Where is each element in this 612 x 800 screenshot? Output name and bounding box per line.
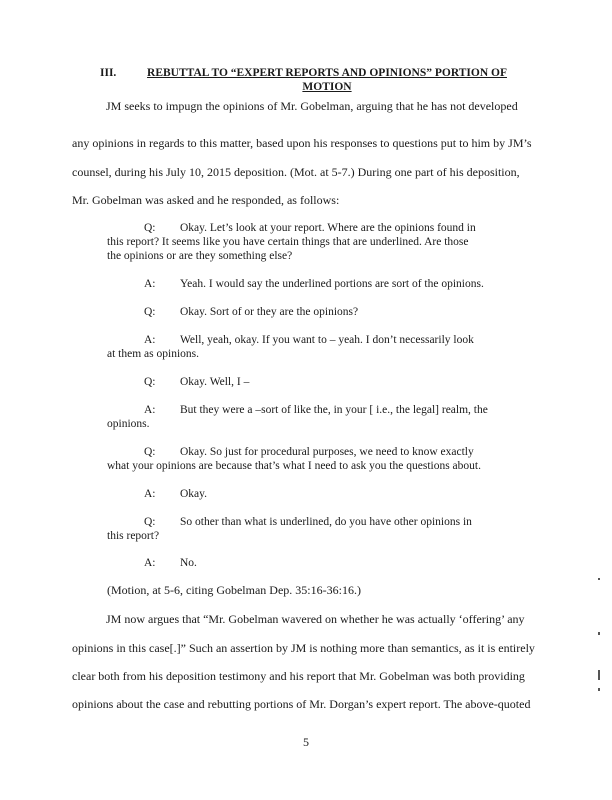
transcript-text: Okay. Let’s look at your report. Where are the opinions found in [180, 222, 476, 234]
speaker-label: Q: [144, 306, 156, 318]
closing-line-3: clear both from his deposition testimony and his report that Mr. Gobelman was both providing [72, 669, 525, 683]
transcript-entry [144, 375, 249, 389]
section-title [137, 66, 517, 94]
speaker-label: A: [144, 404, 156, 416]
intro-line-1: JM seeks to impugn the opinions of Mr. Gobelman, arguing that he has not developed [106, 99, 518, 113]
transcript-entry [144, 515, 472, 529]
transcript-text: at them as opinions. [107, 348, 199, 360]
transcript-text: what your opinions are because that’s what I need to ask you the questions about. [107, 460, 481, 472]
transcript-text: So other than what is underlined, do you have other opinions in [180, 516, 472, 528]
transcript-text: But they were a –sort of like the, in your [ i.e., the legal] realm, the [180, 404, 488, 416]
closing-line-2: opinions in this case[.]” Such an assertion by JM is nothing more than semantics, as it is entirely [72, 641, 535, 655]
transcript-entry [144, 333, 474, 347]
transcript-entry [144, 277, 484, 291]
intro-line-3: counsel, during his July 10, 2015 deposition. (Mot. at 5-7.) During one part of his deposition, [72, 165, 520, 179]
speaker-label: A: [144, 557, 156, 569]
section-title-line-2: MOTION [302, 81, 352, 93]
speaker-label: A: [144, 334, 156, 346]
margin-scan-mark [598, 578, 600, 580]
transcript-entry [144, 556, 197, 570]
transcript-entry [144, 403, 488, 417]
transcript-text: Okay. [180, 488, 208, 500]
transcript-entry [144, 487, 207, 501]
transcript-text: opinions. [107, 418, 150, 430]
transcript-text: Yeah. I would say the underlined portions are sort of the opinions. [180, 278, 484, 290]
transcript-text: this report? [107, 530, 160, 542]
intro-line-4: Mr. Gobelman was asked and he responded, as follows: [72, 193, 340, 207]
speaker-label: Q: [144, 376, 156, 388]
margin-scan-mark [598, 688, 600, 691]
transcript-text: the opinions or are they something else? [107, 250, 293, 262]
transcript-text: Okay. Well, I – [180, 376, 250, 388]
transcript-text: this report? It seems like you have certain things that are underlined. Are those [107, 236, 469, 248]
margin-scan-mark [598, 670, 600, 680]
section-number: III. [100, 67, 117, 79]
intro-line-2: any opinions in regards to this matter, based upon his responses to questions put to him by JM’s [72, 136, 532, 150]
transcript-entry [144, 305, 358, 319]
closing-line-4: opinions about the case and rebutting portions of Mr. Dorgan’s expert report. The above-quoted [72, 697, 531, 711]
transcript-entry [144, 221, 476, 235]
section-title-line-1: REBUTTAL TO “EXPERT REPORTS AND OPINIONS” PORTION OF [147, 67, 507, 79]
margin-scan-mark [598, 632, 600, 635]
speaker-label: A: [144, 488, 156, 500]
transcript-text: Okay. So just for procedural purposes, we need to know exactly [180, 446, 474, 458]
citation: (Motion, at 5-6, citing Gobelman Dep. 35:16-36:16.) [107, 583, 361, 597]
speaker-label: Q: [144, 446, 156, 458]
page-number: 5 [303, 735, 309, 749]
transcript-entry [144, 445, 474, 459]
speaker-label: Q: [144, 222, 156, 234]
transcript-text: Okay. Sort of or they are the opinions? [180, 306, 359, 318]
speaker-label: A: [144, 278, 156, 290]
closing-line-1: JM now argues that “Mr. Gobelman wavered on whether he was actually ‘offering’ any [106, 612, 525, 626]
transcript-text: No. [180, 557, 197, 569]
transcript-text: Well, yeah, okay. If you want to – yeah. I don’t necessarily look [180, 334, 474, 346]
speaker-label: Q: [144, 516, 156, 528]
